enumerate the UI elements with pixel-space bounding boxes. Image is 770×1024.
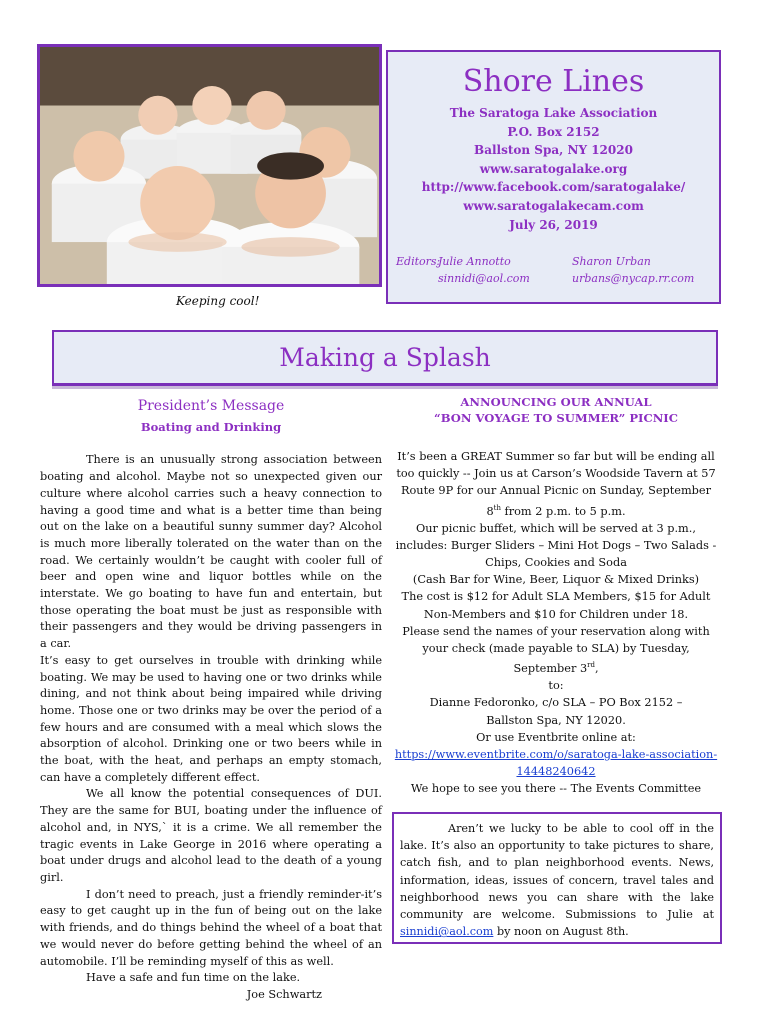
photo-caption: Keeping cool! (176, 294, 260, 308)
website-link[interactable]: www.saratogalake.org (479, 161, 628, 176)
masthead-box (386, 50, 721, 304)
signature: Joe Schwartz (246, 987, 322, 1001)
picnic-menu: Our picnic buffet, which will be served at 3 p.m., includes: Burger Sliders – Mini Hot Dogs – Two Salads - Chips, Cookies and Soda (395, 521, 717, 569)
note-text: Aren’t we lucky to be able to cool off in the lake. It’s also an opportunity to take pictures to share, catch fish, and to plan neighborhood events. News, information, ideas, issues of concern, travel tales and neighborhood news you can share with the lake community are welcome. Submissions to Julie at (400, 822, 714, 922)
presidents-message-heading: President’s Message (137, 398, 285, 414)
org-name: The Saratoga Lake Association (449, 106, 658, 120)
facebook-link[interactable]: http://www.facebook.com/saratogalake/ (421, 180, 686, 195)
picnic-address-1: Dianne Fedoronko, c/o SLA – PO Box 2152 – (429, 696, 683, 710)
eventbrite-link[interactable]: https://www.eventbrite.com/o/saratoga-lake-association-14448240642 (394, 747, 718, 779)
paragraph: We all know the potential consequences of DUI. They are the same for BUI, boating under the influence of alcohol and, in NYS,` it is a crime. We all remember the tragic events in Lake George in 2016 where operating a boat under drugs and alcohol lead to the death of a young girl. (40, 787, 382, 884)
banner-title: Making a Splash (279, 343, 491, 372)
picnic-to: to: (548, 679, 564, 693)
picnic-signoff: We hope to see you there -- The Events Committee (410, 782, 702, 796)
note-end: by noon on August 8th. (493, 925, 629, 939)
city-line: Ballston Spa, NY 12020 (474, 143, 633, 158)
photo-illustration (40, 47, 379, 284)
picnic-heading-2: “BON VOYAGE TO SUMMER” PICNIC (434, 411, 678, 425)
picnic-address-2: Ballston Spa, NY 12020. (486, 713, 626, 727)
picnic-cash-bar: (Cash Bar for Wine, Beer, Liquor & Mixed Drinks) (412, 573, 700, 587)
picnic-cost: The cost is $12 for Adult SLA Members, $15 for Adult Non-Members and $10 for Children under 18. (401, 590, 711, 621)
editor-1-name: Julie Annotto (438, 255, 511, 268)
po-box: P.O. Box 2152 (507, 124, 600, 139)
presidents-message-subheading: Boating and Drinking (140, 419, 282, 434)
editor-2 (572, 254, 694, 287)
masthead-info (388, 104, 719, 234)
picnic-eventbrite: Or use Eventbrite online at: (476, 730, 636, 744)
paragraph: There is an unusually strong association between boating and alcohol. Maybe not so unexpected given our culture where alcohol carries such a heavy connection to having a good time and what is a better time than being out on the lake on a beautiful sunny summer day? Alcohol is much more liberally tolerated on the water than on the road. We certainly wouldn’t be caught with cooler full of beer and open wine and liquor bottles while on the interstate. We go boating to have fun and entertain, but those operating the boat must be just as responsible with their passengers and they would be driving passengers in a car. (40, 453, 382, 651)
editor-2-name: Sharon Urban (572, 255, 651, 268)
editors-label: Editors: (396, 255, 441, 268)
picnic-intro: It’s been a GREAT Summer so far but will be ending all too quickly -- Join us at Carson’s Woodside Tavern at 57 Route 9P for our Annual Picnic on Sunday, September 8th from 2 p.m. to 5 p.m. (396, 450, 716, 518)
lakecam-link[interactable]: www.saratogalakecam.com (463, 198, 644, 213)
submissions-note (392, 812, 722, 944)
editor-2-email[interactable]: urbans@nycap.rr.com (572, 271, 695, 285)
editor-1-email[interactable]: sinnidi@aol.com (438, 271, 530, 285)
paragraph: I don’t need to preach, just a friendly reminder-it’s easy to get caught up in the fun of being out on the lake with friends, and do things behind the wheel of a boat that we would never do before getting behind the wheel of an automobile. I’ll be reminding myself of this as well. (40, 887, 382, 968)
issue-date: July 26, 2019 (509, 217, 598, 232)
babies-in-buckets-photo (37, 44, 382, 287)
presidents-message-column (40, 398, 382, 1004)
picnic-column (392, 394, 720, 798)
picnic-heading-1: ANNOUNCING OUR ANNUAL (460, 395, 652, 409)
newsletter-title: Shore Lines (462, 64, 645, 99)
presidents-message-body (40, 452, 382, 1003)
paragraph: Have a safe and fun time on the lake. (86, 971, 301, 985)
picnic-body (392, 448, 720, 798)
picnic-rsvp: Please send the names of your reservation along with your check (made payable to SLA) by Tuesday, September 3rd, (402, 624, 710, 675)
email-link[interactable]: sinnidi@aol.com (400, 925, 494, 939)
section-banner (52, 330, 718, 386)
paragraph: It’s easy to get ourselves in trouble with drinking while boating. We may be used to having one or two drinks while dining, and not think about being impaired while driving home. Those one or two drinks may be over the period of a few hours and are consumed with a meal which slows the absorption of alcohol. Drinking one or two beers while in the boat, with the heat, and perhaps an empty stomach, can have a completely different effect. (40, 653, 382, 784)
editor-1 (396, 254, 530, 287)
